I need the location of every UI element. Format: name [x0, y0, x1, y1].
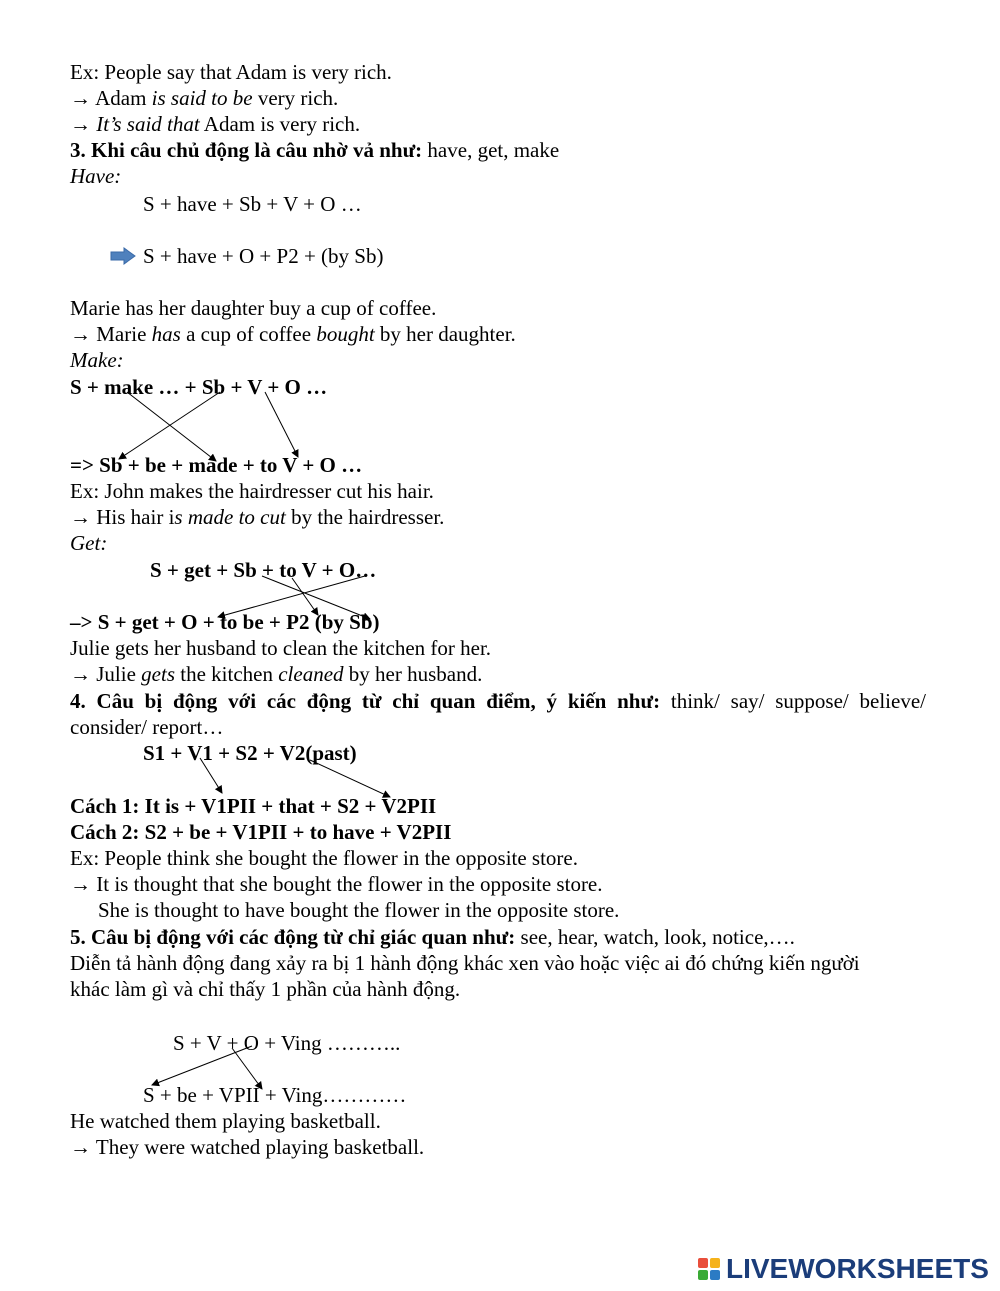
arrow-sb-to-sb [119, 392, 220, 459]
section-5-description: khác làm gì và chỉ thấy 1 phần của hành động. [70, 977, 461, 1001]
example-line: → It’s said that Adam is very rich. [70, 112, 361, 136]
get-formula: S + get + Sb + to V + O… [150, 558, 377, 582]
way-2-formula: Cách 2: S2 + be + V1PII + to have + V2PII [70, 820, 452, 844]
have-label: Have: [70, 164, 122, 188]
example-line: → It is thought that she bought the flower in the opposite store. [70, 872, 603, 896]
example-line: Ex: People say that Adam is very rich. [70, 60, 392, 84]
right-arrow-icon [110, 247, 136, 265]
liveworksheets-logo-icon [696, 1256, 722, 1282]
opinion-formula: S1 + V1 + S2 + V2(past) [143, 741, 357, 765]
have-formula: S + have + Sb + V + O … [143, 192, 362, 216]
example-line: Ex: People think she bought the flower in the opposite store. [70, 846, 578, 870]
section-5-description: Diễn tả hành động đang xảy ra bị 1 hành động khác xen vào hoặc việc ai đó chứng kiến người [70, 951, 860, 975]
example-line: → His hair is made to cut by the hairdresser. [70, 505, 445, 529]
section-3-heading: 3. Khi câu chủ động là câu nhờ vả như: have, get, make [70, 138, 560, 162]
arrow-make-to-made [127, 392, 216, 461]
arrow-v-to-to-v [265, 392, 298, 457]
example-line: Ex: John makes the hairdresser cut his hair. [70, 479, 434, 503]
example-line: He watched them playing basketball. [70, 1109, 381, 1133]
liveworksheets-logo [696, 1253, 989, 1285]
perception-passive-formula: S + be + VPII + Ving………… [143, 1083, 407, 1107]
make-formula: S + make … + Sb + V + O … [70, 375, 328, 399]
section-5-heading: 5. Câu bị động với các động từ chỉ giác quan như: see, hear, watch, look, notice,…. [70, 925, 795, 949]
get-passive-formula: –> S + get + O + to be + P2 (by Sb) [70, 610, 380, 634]
example-line: → They were watched playing basketball. [70, 1135, 425, 1159]
section-4-heading: 4. Câu bị động với các động từ chỉ quan điểm, ý kiến như: think/ say/ suppose/ believe/ [70, 689, 926, 713]
example-line: → Adam is said to be very rich. [70, 86, 339, 110]
section-4-heading-cont: consider/ report… [70, 715, 224, 739]
example-line: → Julie gets the kitchen cleaned by her husband. [70, 662, 483, 686]
make-label: Make: [70, 348, 124, 372]
perception-formula: S + V + O + Ving ……….. [173, 1031, 401, 1055]
make-passive-formula: => Sb + be + made + to V + O … [70, 453, 363, 477]
way-1-formula: Cách 1: It is + V1PII + that + S2 + V2PII [70, 794, 437, 818]
example-line: → Marie has a cup of coffee bought by her daughter. [70, 322, 516, 346]
example-line: She is thought to have bought the flower in the opposite store. [98, 898, 620, 922]
example-line: Marie has her daughter buy a cup of coffee. [70, 296, 437, 320]
have-passive-formula: S + have + O + P2 + (by Sb) [143, 244, 384, 268]
get-label: Get: [70, 531, 108, 555]
example-line: Julie gets her husband to clean the kitchen for her. [70, 636, 492, 660]
liveworksheets-logo-text: LIVEWORKSHEETS [726, 1253, 989, 1284]
